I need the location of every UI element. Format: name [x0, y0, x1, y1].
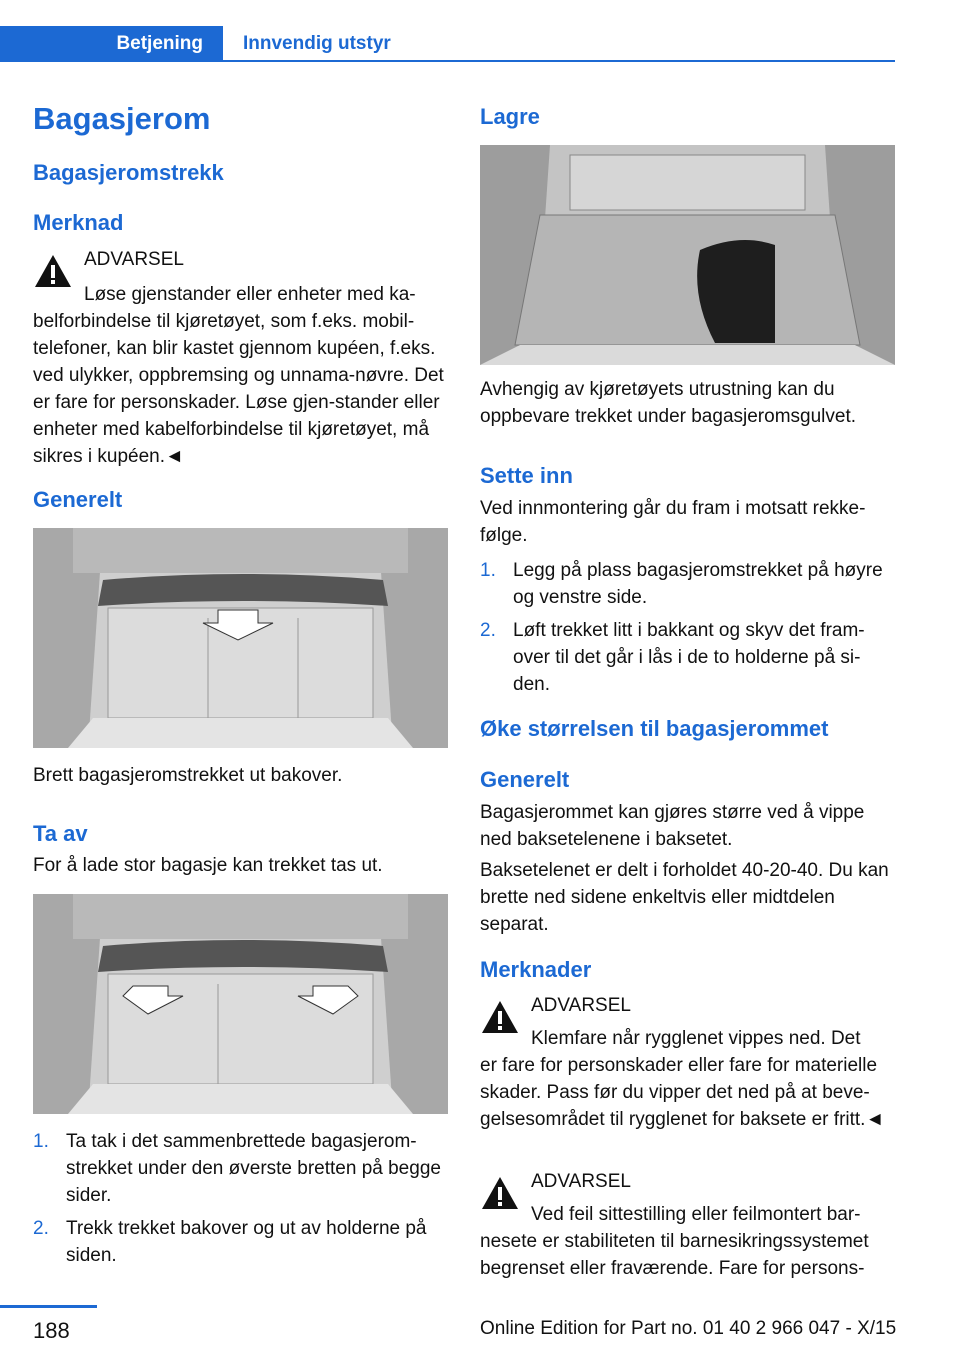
general-text-1: Bagasjerommet kan gjøres større ved å vippe ned baksetelenene i baksetet. [480, 802, 865, 850]
remove-heading: Ta av [33, 821, 88, 846]
list-item [480, 557, 895, 611]
online-edition: Online Edition for Part no. 01 40 2 966 047 - X/15 [480, 1318, 897, 1339]
trunk-storage-photo [480, 145, 895, 365]
list-text: Løft trekket litt i bakkant og skyv det fram-over til det går i lås i de to holderne på si-den. [513, 620, 865, 695]
general-text: Brett bagasjeromstrekket ut bakover. [33, 765, 343, 786]
list-text: Legg på plass bagasjeromstrekket på høyre og venstre side. [513, 560, 883, 608]
list-number: 2. [480, 620, 496, 641]
warning-text: belforbindelse til kjøretøyet, som f.eks. mobil-telefoner, kan blir kastet gjennom kupéen, f.eks. ved ulykker, oppbremsing og unnama-nøvre. Det er fare for personskader. Løse gjen-stander eller enheter med kabelforbindelse til kjøretøyet, må sikres i kupéen.◄ [33, 311, 444, 467]
list-item [480, 617, 895, 698]
list-text: Ta tak i det sammenbrettede bagasjerom-strekket under den øverste bretten på begge sider. [66, 1131, 441, 1206]
warning-icon [33, 253, 73, 289]
footer-rule [0, 1305, 97, 1308]
warning-text: er fare for personskader eller fare for materielle skader. Pass før du vipper det ned på at beve-gelsesområdet til rygglenet for baksete er fritt.◄ [480, 1055, 885, 1130]
warning-icon [480, 1175, 520, 1211]
remove-steps [33, 1128, 448, 1275]
warning-text-first: Ved feil sittestilling eller feilmontert bar- [531, 1204, 861, 1225]
remove-text: For å lade stor bagasje kan trekket tas ut. [33, 855, 383, 876]
page-number: 188 [33, 1318, 70, 1343]
section-title: Bagasjeromstrekk [33, 160, 224, 185]
trunk-cover-extended-photo [33, 528, 448, 748]
warning-label: ADVARSEL [531, 1171, 631, 1192]
insert-text: Ved innmontering går du fram i motsatt rekke-følge. [480, 498, 866, 546]
notes-heading: Merknader [480, 957, 592, 982]
insert-heading: Sette inn [480, 463, 573, 488]
list-number: 1. [33, 1131, 49, 1152]
header-tabs [0, 26, 895, 62]
tab-innvendig-utstyr[interactable]: Innvendig utstyr [243, 33, 391, 54]
note-heading: Merknad [33, 210, 124, 235]
general-text-2: Baksetelenet er delt i forholdet 40-20-40. Du kan brette ned sidene enkeltvis eller midtdelen separat. [480, 860, 889, 935]
tab-underline [223, 60, 895, 62]
store-text: Avhengig av kjøretøyets utrustning kan du oppbevare trekket under bagasjeromsgulvet. [480, 379, 857, 427]
warning-text-first: Løse gjenstander eller enheter med ka- [84, 284, 416, 305]
list-number: 1. [480, 560, 496, 581]
warning-text-first: Klemfare når rygglenet vippes ned. Det [531, 1028, 861, 1049]
warning-icon [480, 999, 520, 1035]
enlarge-heading: Øke størrelsen til bagasjerommet [480, 716, 829, 741]
general-heading-right: Generelt [480, 767, 570, 792]
insert-steps [480, 557, 895, 704]
list-text: Trekk trekket bakover og ut av holderne på siden. [66, 1218, 427, 1266]
general-heading: Generelt [33, 487, 123, 512]
trunk-cover-removal-photo [33, 894, 448, 1114]
warning-label: ADVARSEL [531, 995, 631, 1016]
warning-label: ADVARSEL [84, 249, 184, 270]
page-title: Bagasjerom [33, 101, 211, 136]
warning-text: nesete er stabiliteten til barnesikringssystemet begrenset eller fraværende. Fare for persons- [480, 1231, 869, 1279]
store-heading: Lagre [480, 104, 540, 129]
list-item [33, 1215, 448, 1269]
list-number: 2. [33, 1218, 49, 1239]
list-item [33, 1128, 448, 1209]
tab-betjening[interactable]: Betjening [0, 26, 223, 62]
